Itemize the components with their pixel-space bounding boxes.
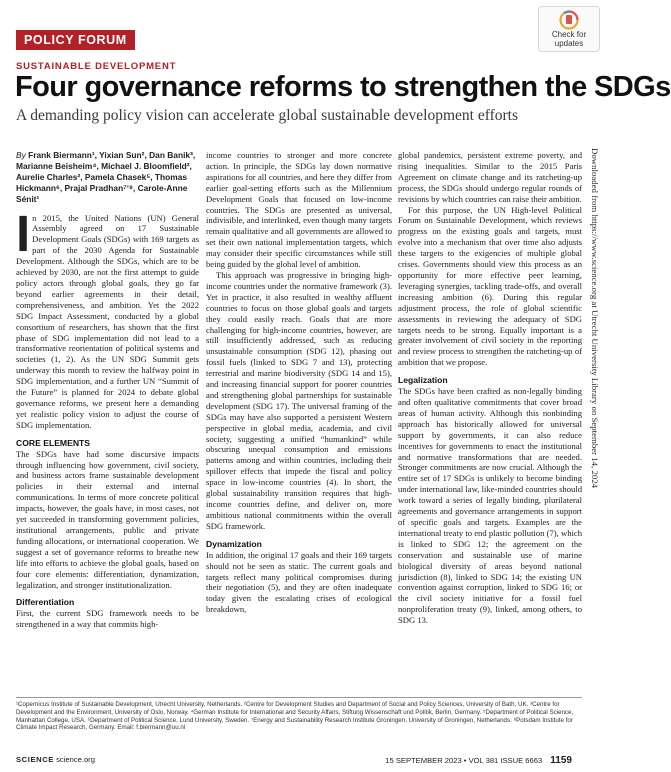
paragraph-c2-2: This approach was progressive in bringing high-income countries under the normative framework (3). Yet in practice, it also resulted in wealthy affluent countries to focus on those global goals and targets they could easily reach. Goals that are more challenging for high-income countries, however, are still insufficiently addressed, such as reducing unsustainable consumption (SDG 12), phasing out fossil fuels (linked to SDG 7 and 13), protecting terrestrial and marine biodiversity (SDG 14 and 15), and increasing financial support for poorer countries and strengthening global partnerships for sustainable development (SDG 17). The universal framing of the SDGs may have also supported a persistent Western perspective in global media, academia, and civil society, suggesting a unified “humankind” while obscuring unequal consumption and emissions patterns among and within countries, including their spillover effects that impede the fiscal and policy space in low-income countries (4). In short, the global sustainability transition requires that high-income countries define, and deliver on, more ambitious national commitments within the overall SDG framework. [206, 269, 392, 531]
check-for-updates-button[interactable] [538, 6, 600, 52]
download-stamp [586, 148, 600, 583]
paragraph-core: The SDGs have had some discursive impacts through influencing how government, civil society, and business actors frame sustainable development policies in their external and internal communications. In terms of more concrete political impacts, however, the goals have, in most cases, not yet succeeded in transforming government policies, institutional arrangements, public and private funding allocations, or international cooperation. We suggest a set of governance reforms to breathe new life into efforts to achieve the global goals, based on four core elements: differentiation, dynamization, legalization, and stronger institutionalization. [16, 448, 199, 590]
section-label: SUSTAINABLE DEVELOPMENT [16, 61, 177, 72]
heading-differentiation: Differentiation [16, 597, 75, 608]
check-updates-label-1: Check for [551, 30, 587, 39]
paragraph-dynamization: In addition, the original 17 goals and their 169 targets should not be seen as static. The current goals and targets reflect many political compromises during their negotiation (5), and they are often inadequate today given the escalating crises of ecological breakdown, [206, 549, 392, 615]
heading-core-elements: CORE ELEMENTS [16, 437, 91, 448]
paragraph-legalization: The SDGs have been crafted as non-legally binding and often qualitative commitments that cover broad areas of human activity. Although this nonbinding approach has historically allowed for universal support by governments, it can also reduce incentives for governments to enact the institutional and normative transformations that are needed. Stronger commitments are now crucial. Although the entire set of 17 SDGs is unlikely to become binding under international law, like-minded countries should work toward a series of legally binding, plurilateral agreements and governance arrangements in support of specific goals and targets. Examples are the international treaty to end plastic pollution (7), which is linked to SDG 12; the agreement on the conservation and sustainable use of marine biological diversity of areas beyond national jurisdiction (8), linked to SDG 14; the existing UN convention against corruption, linked to SDG 16; or the civil society initiative for a fossil fuel nonproliferation treaty (9), linked, among others, to SDG 13. [398, 386, 582, 626]
lead-text: n 2015, the United Nations (UN) General Assembly agreed on 17 Sustainable Development Goals (SDGs) with 169 targets as part of the 2030 Agenda for Sustainable Development. Although the SDGs, which are to be achieved by 2030, are not the first attempt to guide policy actors through global goals, they go far beyond earlier agreements in their detail, comprehensiveness, and ambition. Yet the 2022 SDG Impact Assessment, conducted by a global consortium of researchers, has shown that the first phase of SDG implementation did not lead to a transformative reorientation of political systems and societies (1, 2). As the UN SDG Summit gets underway this month to review the halfway point in SDG implementation, and a further UN “Summit of the Future” is planned for 2024 to debate global governance reforms, we present here a demanding yet realistic policy vision to adjust the course of SDG implementation. [16, 212, 199, 430]
footer-issue [385, 755, 572, 766]
paragraph-differentiation: First, the current SDG framework needs to be strengthened in a way that commits high- [16, 608, 199, 630]
heading-dynamization: Dynamization [206, 538, 262, 549]
affiliations-footnote: ¹Copernicus Institute of Sustainable Development, Utrecht University, Netherlands. ²Centre for Development Studies and Department of Social and Policy Sciences, University of Bath, UK. ³Centre for Development and the Environment, University of Oslo, Norway. ⁴German Institute for International and Security Affairs, Stiftung Wissenschaft und Politik, Berlin, Germany. ⁵Department of Political Science, Manhattan College, USA. ⁶Department of Political Science, Lund University, Sweden. ⁷Energy and Sustainability Research Institute Groningen, University of Groningen, Netherlands. ⁸Potsdam Institute for Climate Impact Research, Germany. Email: f.biermann@uu.nl [16, 701, 574, 732]
paragraph-c3-2: For this purpose, the UN High-level Political Forum on Sustainable Development, which reviews progress on the existing goals and targets, must evolve into a mechanism that over time also adjusts these targets to the exigencies of multiple global crises. Governments should view this process as an opportunity for more effective peer learning, leveraging synergies, tackling trade-offs, and overall increasing ambition (6). During this regular adjustment process, the role of global scientific assessments in reviewing the adequacy of SDG targets needs to be strong. Equally important is a greater involvement of civil society in the reporting and review process to strengthen the ratcheting-up of ambition that we propose. [398, 204, 582, 368]
article-title: Four governance reforms to strengthen the SDGs [15, 71, 671, 103]
column-3 [398, 150, 582, 626]
page-number: 1159 [550, 755, 572, 766]
column-1 [16, 150, 199, 630]
column-2 [206, 150, 392, 615]
download-stamp-text: Downloaded from https://www.science.org at Utrecht University Library on September 14, 2024 [590, 148, 600, 489]
section-badge: POLICY FORUM [16, 30, 135, 50]
check-updates-icon [559, 10, 579, 30]
footnote-divider [16, 697, 582, 698]
issue-info: 15 SEPTEMBER 2023 • VOL 381 ISSUE 6663 [385, 756, 543, 765]
journal-name: SCIENCE [16, 755, 54, 764]
footer-journal [16, 755, 95, 764]
paragraph-c2-1: income countries to stronger and more concrete action. In principle, the SDGs lay down normative aspirations for all countries, and here they differ from earlier goal-setting efforts such as the Millennium Development Goals that focused on low-income countries. The SDGs are presented as universal, indivisible, and interlinked, even though many targets remain qualitative and all governments are allowed to set their own national implementation targets, which may consider their specific circumstances while still being guided by the global level of ambition. [206, 150, 392, 270]
lead-paragraph [16, 204, 199, 431]
article-subtitle: A demanding policy vision can accelerate global sustainable development efforts [16, 107, 519, 124]
paragraph-c3-1: global pandemics, persistent extreme poverty, and rising inequalities. Similar to the 2015 Paris Agreement on climate change and its ratcheting-up process, the SDGs should undergo regular rounds of revisions by which countries can raise their ambition. [398, 150, 582, 204]
author-by: By [16, 150, 26, 160]
author-list [16, 150, 199, 205]
heading-legalization: Legalization [398, 375, 448, 386]
journal-site: science.org [56, 755, 95, 764]
author-names: Frank Biermann¹, Yixian Sun², Dan Banik³, Marianne Beisheim⁴, Michael J. Bloomfield², Aurelie Charles², Pamela Chasek⁵, Thomas Hickmann⁶, Prajal Pradhan⁷ʼ⁸, Carole-Anne Sénit¹ [16, 150, 196, 204]
check-updates-label-2: updates [554, 39, 584, 48]
drop-cap: I [16, 204, 31, 262]
